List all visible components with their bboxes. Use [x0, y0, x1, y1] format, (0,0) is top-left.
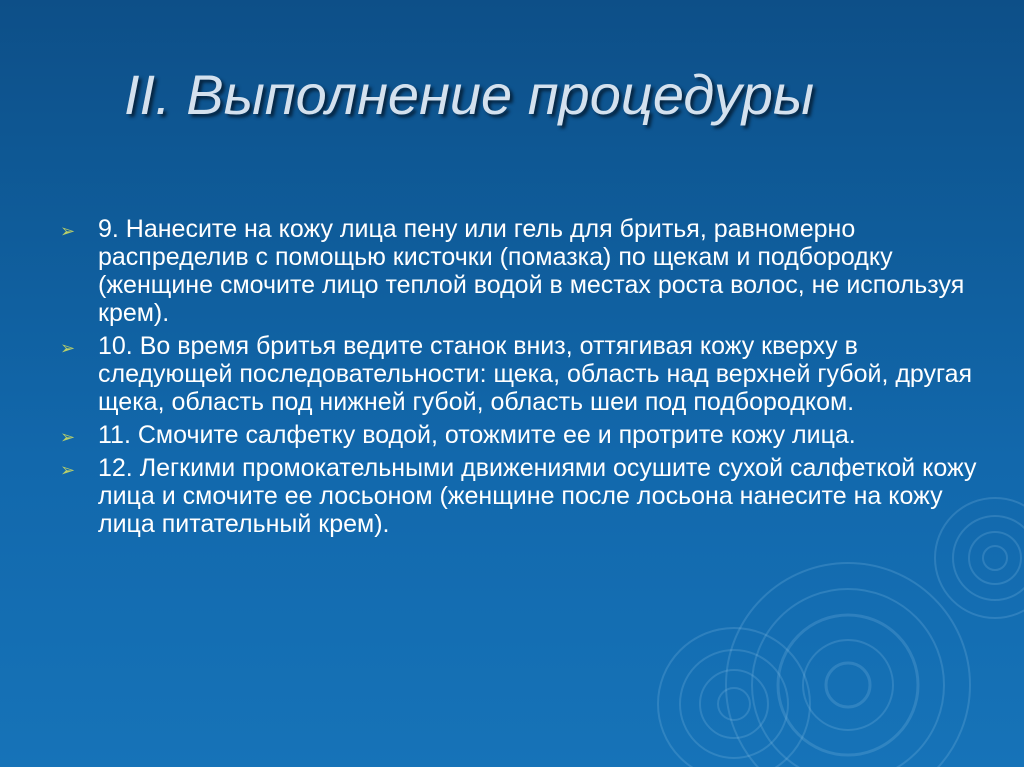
procedure-steps-list	[60, 215, 980, 543]
list-item	[60, 454, 980, 538]
double-chevron-right-icon: ➢	[60, 338, 76, 358]
list-item	[60, 421, 980, 449]
double-chevron-right-icon: ➢	[60, 427, 76, 447]
step-text: 11. Смочите салфетку водой, отожмите ее и протрите кожу лица.	[98, 421, 856, 449]
step-text: 12. Легкими промокательными движениями осушите сухой салфеткой кожу лица и смочите ее лосьоном (женщине после лосьона нанесите на кожу лица питательный крем).	[98, 454, 977, 538]
double-chevron-right-icon: ➢	[60, 221, 76, 241]
list-item	[60, 332, 980, 416]
step-text: 10. Во время бритья ведите станок вниз, оттягивая кожу кверху в следующей последовательности: щека, область над верхней губой, другая щека, область под нижней губой, область шеи под подбородком.	[98, 332, 973, 416]
slide-title: II. Выполнение процедуры	[124, 63, 815, 126]
list-item	[60, 215, 980, 327]
double-chevron-right-icon: ➢	[60, 460, 76, 480]
step-text: 9. Нанесите на кожу лица пену или гель для бритья, равномерно распределив с помощью кисточки (помазка) по щекам и подбородку (женщине смочите лицо теплой водой в местах роста волос, не используя крем).	[98, 215, 965, 327]
